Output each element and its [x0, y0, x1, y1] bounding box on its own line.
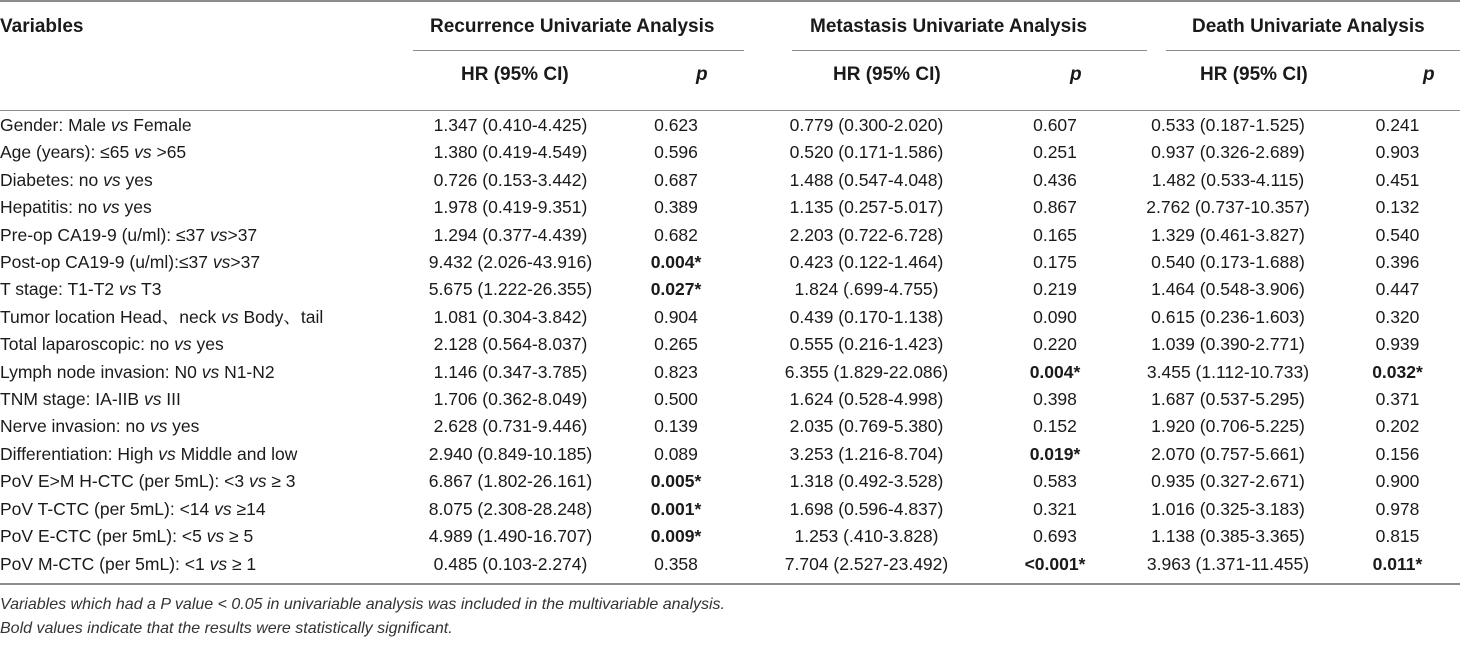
death-hr-cell: 1.329 (0.461-3.827): [1151, 224, 1305, 245]
recurrence-hr-cell: 5.675 (1.222-26.355): [428, 279, 593, 300]
header-variables: Variables: [0, 16, 84, 37]
death-hr-cell: 1.016 (0.325-3.183): [1151, 498, 1305, 519]
recurrence-p-cell: 0.001*: [650, 498, 702, 519]
comparison-label: yes: [167, 416, 200, 437]
table-row: [0, 551, 1460, 578]
header-death: Death Univariate Analysis: [1192, 16, 1425, 37]
metastasis-hr-cell: 1.135 (0.257-5.017): [789, 197, 944, 218]
recurrence-p-cell: 0.139: [654, 416, 698, 437]
table-row: [0, 359, 1460, 386]
variable-cell: [0, 276, 413, 303]
variable-label: PoV T-CTC (per 5mL): <14: [0, 498, 215, 519]
death-hr-cell: 3.455 (1.112-10.733): [1146, 361, 1310, 382]
death-p-cell: 0.032*: [1372, 361, 1423, 382]
recurrence-hr-cell: 2.128 (0.564-8.037): [433, 334, 588, 355]
recurrence-hr-cell: 0.485 (0.103-2.274): [433, 553, 588, 574]
comparison-label: ≥14: [231, 498, 266, 519]
death-p-cell: 0.320: [1375, 306, 1420, 327]
table-row: [0, 139, 1460, 166]
death-hr-cell: 0.935 (0.327-2.671): [1151, 471, 1305, 492]
death-hr-cell: 0.937 (0.326-2.689): [1151, 142, 1305, 163]
variable-label: T stage: T1-T2: [0, 279, 119, 300]
death-p-cell: 0.132: [1375, 197, 1420, 218]
metastasis-hr-cell: 2.203 (0.722-6.728): [789, 224, 944, 245]
metastasis-p-header: p: [1070, 64, 1082, 85]
variable-cell: [0, 359, 413, 386]
variable-cell: [0, 441, 413, 468]
recurrence-p-cell: 0.389: [654, 197, 698, 218]
variable-label: Lymph node invasion: N0: [0, 361, 202, 382]
death-p-cell: 0.540: [1375, 224, 1420, 245]
variable-label: PoV E>M H-CTC (per 5mL): <3: [0, 471, 249, 492]
comparison-label: ≥ 1: [227, 553, 257, 574]
comparison-label: III: [161, 389, 181, 410]
comparison-label: yes: [119, 197, 152, 218]
recurrence-hr-cell: 1.706 (0.362-8.049): [433, 389, 588, 410]
variable-cell: [0, 112, 413, 139]
table-top-rule: [0, 0, 1460, 2]
metastasis-p-cell: 0.019*: [1029, 443, 1081, 464]
metastasis-p-cell: 0.165: [1033, 224, 1077, 245]
vs-label: vs: [206, 526, 225, 547]
death-p-cell: 0.900: [1375, 471, 1420, 492]
comparison-label: yes: [191, 334, 224, 355]
metastasis-p-cell: 0.607: [1033, 115, 1077, 135]
death-p-cell: 0.903: [1375, 142, 1420, 163]
variable-cell: [0, 413, 413, 440]
metastasis-p-cell: 0.004*: [1029, 361, 1081, 382]
recurrence-hr-header: HR (95% CI): [461, 64, 569, 85]
comparison-label: >65: [151, 142, 187, 163]
variable-cell: [0, 139, 413, 166]
death-hr-cell: 0.533 (0.187-1.525): [1151, 115, 1305, 135]
death-hr-cell: 1.464 (0.548-3.906): [1151, 279, 1305, 300]
table-row: [0, 468, 1460, 495]
footnote-bold: Bold values indicate that the results were statistically significant.: [0, 620, 453, 637]
recurrence-hr-cell: 1.380 (0.419-4.549): [433, 142, 588, 163]
recurrence-p-cell: 0.904: [654, 306, 698, 327]
death-hr-header: HR (95% CI): [1200, 64, 1308, 85]
vs-label: vs: [103, 169, 121, 190]
vs-label: vs: [158, 443, 176, 464]
comparison-label: Middle and low: [175, 443, 298, 464]
comparison-label: >37: [230, 252, 261, 273]
comparison-label: ≥ 5: [224, 526, 254, 547]
metastasis-p-cell: 0.867: [1033, 197, 1077, 218]
variable-label: Differentiation: High: [0, 443, 159, 464]
metastasis-hr-cell: 0.555 (0.216-1.423): [789, 334, 944, 355]
comparison-label: Body、tail: [238, 306, 324, 327]
death-hr-cell: 1.138 (0.385-3.365): [1151, 526, 1305, 547]
comparison-label: N1-N2: [219, 361, 275, 382]
metastasis-p-cell: 0.583: [1033, 471, 1077, 492]
recurrence-p-cell: 0.687: [654, 169, 698, 190]
metastasis-hr-header: HR (95% CI): [833, 64, 941, 85]
recurrence-hr-cell: 9.432 (2.026-43.916): [428, 252, 593, 273]
recurrence-hr-cell: 1.294 (0.377-4.439): [433, 224, 588, 245]
header-bottom-rule: [0, 110, 1460, 111]
metastasis-hr-cell: 0.779 (0.300-2.020): [789, 115, 944, 135]
recurrence-hr-cell: 0.726 (0.153-3.442): [433, 169, 588, 190]
table-row: [0, 276, 1460, 303]
death-p-cell: 0.978: [1375, 498, 1420, 519]
recurrence-p-header: p: [696, 64, 708, 85]
results-table: [0, 112, 1460, 578]
variable-cell: [0, 304, 413, 331]
variable-label: PoV M-CTC (per 5mL): <1: [0, 553, 210, 574]
table-row: [0, 112, 1460, 139]
metastasis-hr-cell: 1.488 (0.547-4.048): [789, 169, 944, 190]
variable-label: Nerve invasion: no: [0, 416, 150, 437]
death-hr-cell: 0.615 (0.236-1.603): [1151, 306, 1305, 327]
variable-label: Age (years): ≤65: [0, 142, 135, 163]
metastasis-hr-cell: 1.253 (.410-3.828): [794, 526, 939, 547]
recurrence-p-cell: 0.265: [654, 334, 698, 355]
recurrence-p-cell: 0.682: [654, 224, 698, 245]
variable-cell: [0, 194, 413, 221]
metastasis-p-cell: 0.251: [1033, 142, 1077, 163]
header-metastasis: Metastasis Univariate Analysis: [810, 16, 1088, 37]
variable-label: Tumor location Head、neck: [0, 306, 222, 327]
vs-label: vs: [209, 553, 228, 574]
table-row: [0, 167, 1460, 194]
death-hr-cell: 1.920 (0.706-5.225): [1151, 416, 1305, 437]
metastasis-hr-cell: 0.439 (0.170-1.138): [789, 306, 944, 327]
variable-cell: [0, 167, 413, 194]
recurrence-p-cell: 0.005*: [650, 471, 702, 492]
metastasis-hr-cell: 1.318 (0.492-3.528): [789, 471, 944, 492]
vs-label: vs: [119, 279, 137, 300]
recurrence-p-cell: 0.027*: [650, 279, 702, 300]
recurrence-p-cell: 0.358: [654, 553, 698, 574]
death-hr-cell: 1.687 (0.537-5.295): [1151, 389, 1305, 410]
vs-label: vs: [110, 115, 129, 135]
variable-cell: [0, 468, 413, 495]
table-row: [0, 441, 1460, 468]
header-recurrence: Recurrence Univariate Analysis: [430, 16, 715, 37]
table-row: [0, 523, 1460, 550]
recurrence-hr-cell: 1.146 (0.347-3.785): [433, 361, 588, 382]
table-row: [0, 249, 1460, 276]
recurrence-hr-cell: 8.075 (2.308-28.248): [428, 498, 593, 519]
table-row: [0, 413, 1460, 440]
recurrence-hr-cell: 1.347 (0.410-4.425): [433, 115, 588, 135]
variable-cell: [0, 496, 413, 523]
recurrence-hr-cell: 6.867 (1.802-26.161): [428, 471, 593, 492]
variable-label: TNM stage: IA-IIB: [0, 389, 144, 410]
metastasis-hr-cell: 1.824 (.699-4.755): [794, 279, 939, 300]
comparison-label: ≥ 3: [266, 471, 296, 492]
death-hr-cell: 2.070 (0.757-5.661): [1151, 443, 1305, 464]
death-p-cell: 0.451: [1375, 169, 1420, 190]
metastasis-p-cell: 0.693: [1033, 526, 1077, 547]
variable-cell: [0, 523, 413, 550]
footnote-p-value: Variables which had a P value < 0.05 in univariable analysis was included in the multivariable analysis.: [0, 596, 725, 613]
metastasis-p-cell: 0.321: [1033, 498, 1077, 519]
vs-label: vs: [209, 224, 228, 245]
variable-cell: [0, 222, 413, 249]
death-p-cell: 0.815: [1375, 526, 1420, 547]
variable-label: Hepatitis: no: [0, 197, 103, 218]
variable-label: PoV E-CTC (per 5mL): <5: [0, 526, 207, 547]
variable-label: Post-op CA19-9 (u/ml):≤37: [0, 252, 213, 273]
recurrence-group-rule: [413, 50, 744, 51]
metastasis-p-cell: 0.152: [1033, 416, 1077, 437]
metastasis-p-cell: <0.001*: [1024, 553, 1086, 574]
metastasis-hr-cell: 3.253 (1.216-8.704): [789, 443, 944, 464]
comparison-label: >37: [227, 224, 258, 245]
variable-cell: [0, 331, 413, 358]
vs-label: vs: [102, 197, 120, 218]
death-p-cell: 0.447: [1375, 279, 1420, 300]
recurrence-hr-cell: 2.628 (0.731-9.446): [433, 416, 588, 437]
metastasis-hr-cell: 2.035 (0.769-5.380): [789, 416, 944, 437]
variable-cell: [0, 249, 413, 276]
table-row: [0, 496, 1460, 523]
vs-label: vs: [221, 306, 239, 327]
recurrence-p-cell: 0.823: [654, 361, 698, 382]
metastasis-hr-cell: 6.355 (1.829-22.086): [784, 361, 949, 382]
metastasis-hr-cell: 1.698 (0.596-4.837): [789, 498, 944, 519]
recurrence-hr-cell: 2.940 (0.849-10.185): [428, 443, 593, 464]
comparison-label: Female: [128, 115, 192, 135]
variable-cell: [0, 551, 413, 578]
metastasis-p-cell: 0.220: [1033, 334, 1077, 355]
death-hr-cell: 0.540 (0.173-1.688): [1151, 252, 1305, 273]
vs-label: vs: [174, 334, 192, 355]
metastasis-p-cell: 0.090: [1033, 306, 1077, 327]
death-hr-cell: 1.482 (0.533-4.115): [1151, 169, 1305, 190]
recurrence-p-cell: 0.009*: [650, 526, 702, 547]
table-row: [0, 194, 1460, 221]
death-p-cell: 0.202: [1375, 416, 1420, 437]
death-p-cell: 0.371: [1375, 389, 1420, 410]
death-p-cell: 0.011*: [1372, 553, 1423, 574]
vs-label: vs: [201, 361, 220, 382]
table-row: [0, 386, 1460, 413]
recurrence-hr-cell: 4.989 (1.490-16.707): [428, 526, 593, 547]
variable-label: Pre-op CA19-9 (u/ml): ≤37: [0, 224, 210, 245]
metastasis-p-cell: 0.175: [1033, 252, 1077, 273]
recurrence-p-cell: 0.089: [654, 443, 698, 464]
variable-label: Total laparoscopic: no: [0, 334, 175, 355]
metastasis-hr-cell: 0.520 (0.171-1.586): [789, 142, 944, 163]
table-row: [0, 304, 1460, 331]
death-hr-cell: 3.963 (1.371-11.455): [1146, 553, 1310, 574]
death-hr-cell: 1.039 (0.390-2.771): [1151, 334, 1305, 355]
metastasis-hr-cell: 1.624 (0.528-4.998): [789, 389, 944, 410]
comparison-label: yes: [120, 169, 153, 190]
vs-label: vs: [134, 142, 152, 163]
variable-label: Gender: Male: [0, 115, 111, 135]
metastasis-p-cell: 0.398: [1033, 389, 1077, 410]
death-p-header: p: [1423, 64, 1435, 85]
vs-label: vs: [143, 389, 162, 410]
vs-label: vs: [248, 471, 267, 492]
vs-label: vs: [212, 252, 231, 273]
metastasis-p-cell: 0.219: [1033, 279, 1077, 300]
death-hr-cell: 2.762 (0.737-10.357): [1146, 197, 1310, 218]
table-row: [0, 331, 1460, 358]
variable-cell: [0, 386, 413, 413]
table-bottom-rule: [0, 583, 1460, 585]
metastasis-p-cell: 0.436: [1033, 169, 1077, 190]
recurrence-p-cell: 0.623: [654, 115, 698, 135]
vs-label: vs: [214, 498, 232, 519]
variable-label: Diabetes: no: [0, 169, 104, 190]
death-p-cell: 0.396: [1375, 252, 1420, 273]
recurrence-p-cell: 0.004*: [650, 252, 702, 273]
comparison-label: T3: [136, 279, 162, 300]
metastasis-group-rule: [792, 50, 1147, 51]
metastasis-hr-cell: 0.423 (0.122-1.464): [789, 252, 944, 273]
vs-label: vs: [149, 416, 168, 437]
death-p-cell: 0.939: [1375, 334, 1420, 355]
death-p-cell: 0.156: [1375, 443, 1420, 464]
recurrence-hr-cell: 1.081 (0.304-3.842): [433, 306, 588, 327]
recurrence-hr-cell: 1.978 (0.419-9.351): [433, 197, 588, 218]
table-row: [0, 222, 1460, 249]
recurrence-p-cell: 0.596: [654, 142, 698, 163]
recurrence-p-cell: 0.500: [654, 389, 698, 410]
death-p-cell: 0.241: [1375, 115, 1420, 135]
metastasis-hr-cell: 7.704 (2.527-23.492): [784, 553, 949, 574]
death-group-rule: [1166, 50, 1460, 51]
